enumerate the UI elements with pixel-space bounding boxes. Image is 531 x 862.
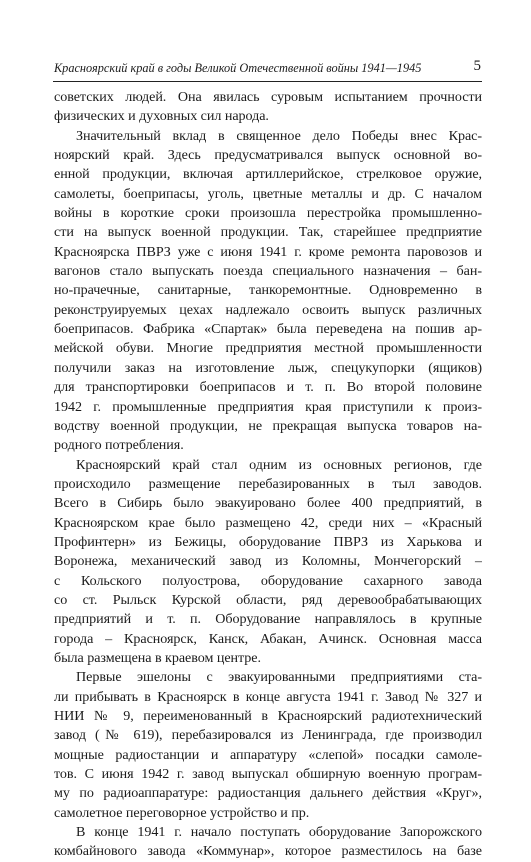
text-line: завод (№ 619), перебазировался из Ленинграда, где производил (54, 727, 482, 744)
text-line: была размещена в краевом центре. (54, 649, 261, 666)
text-line: но-прачечные, санитарные, танкоремонтные. Одновременно в (54, 282, 482, 299)
body-text (54, 88, 482, 862)
text-line: водству военной продукции, не прекращая выпуска товаров на- (54, 417, 482, 434)
text-line: для транспортировки боеприпасов и т. п. Во второй половине (54, 379, 482, 396)
text-line: му по радиоаппаратуре: радиостанция дальнего действия «Круг», (54, 785, 482, 802)
text-line: Профинтерн» из Бежицы, оборудование ПВРЗ из Харькова и (54, 533, 482, 550)
text-line: Красноярский край стал одним из основных регионов, где (76, 456, 482, 473)
text-line: самолеты, боеприпасы, уголь, цветные металлы и др. С началом (54, 185, 482, 202)
text-line: тов. С июня 1942 г. завод выпускал обширную военную програм- (54, 766, 482, 783)
text-line: комбайнового завода «Коммунар», которое разместилось на базе (54, 843, 482, 860)
text-line: предприятий и т. п. Оборудование направлялось в крупные (54, 611, 482, 628)
text-line: мейской обуви. Многие предприятия местной промышленности (54, 340, 482, 357)
text-line: ноярский край. Здесь предусматривался выпуск основной во- (54, 147, 482, 164)
text-line: боеприпасов. Фабрика «Спартак» была переведена на пошив ар- (54, 321, 482, 338)
text-line: Значительный вклад в священное дело Победы внес Крас- (76, 127, 482, 144)
text-line: города – Красноярск, Канск, Абакан, Ачинск. Основная масса (54, 630, 482, 647)
text-line: НИИ № 9, переименованный в Красноярский радиотехнический (54, 708, 482, 724)
text-line: самолетное переговорное устройство и пр. (54, 804, 310, 821)
page-number: 5 (473, 58, 481, 74)
text-line: с Кольского полуострова, оборудование сахарного завода (54, 572, 482, 589)
text-line: родного потребления. (54, 437, 184, 454)
text-line: Всего в Сибирь было эвакуировано более 400 предприятий, в (54, 495, 482, 512)
text-line: физических и духовных сил народа. (54, 108, 269, 125)
text-line: Воронежа, механический завод из Коломны, Мончегорский – (54, 553, 482, 570)
text-line: войны в короткие сроки произошла перестройка промышленно- (54, 205, 482, 222)
text-line: сти на выпуск военной продукции. Так, старейшее предприятие (54, 224, 482, 241)
text-line: вагонов стало выпускать поезда специального назначения – бан- (54, 263, 482, 280)
text-line: В конце 1941 г. начало поступать оборудование Запорожского (76, 824, 482, 841)
text-line: Первые эшелоны с эвакуированными предприятиями ста- (76, 669, 482, 686)
text-line: реконструируемых цехах надлежало освоить выпуск различных (54, 301, 482, 318)
running-title: Красноярский край в годы Великой Отечественной войны 1941—1945 (54, 61, 422, 75)
text-line: со ст. Рыльск Курской области, ряд деревообрабатывающих (54, 591, 482, 608)
text-line: мощные радиостанции и аппаратуру «слепой» посадки самоле- (54, 746, 482, 763)
text-line: енной продукции, включая артиллерийское, стрелковое оружие, (54, 166, 482, 183)
text-line: советских людей. Она явилась суровым испытанием прочности (54, 89, 482, 105)
text-line: Красноярском крае было размещено 42, среди них – «Красный (54, 514, 482, 531)
text-line: Красноярска ПВРЗ уже с июня 1941 г. кроме ремонта паровозов и (54, 243, 482, 260)
header-rule (53, 81, 482, 82)
text-line: получили заказ на изготовление лыж, спецукупорки (ящиков) (54, 359, 482, 376)
text-line: ли прибывать в Красноярск в конце августа 1941 г. Завод № 327 и (54, 688, 482, 705)
text-line: происходило размещение перебазированных в тыл заводов. (54, 475, 482, 492)
text-line: 1942 г. промышленные предприятия края приступили к произ- (54, 398, 482, 415)
